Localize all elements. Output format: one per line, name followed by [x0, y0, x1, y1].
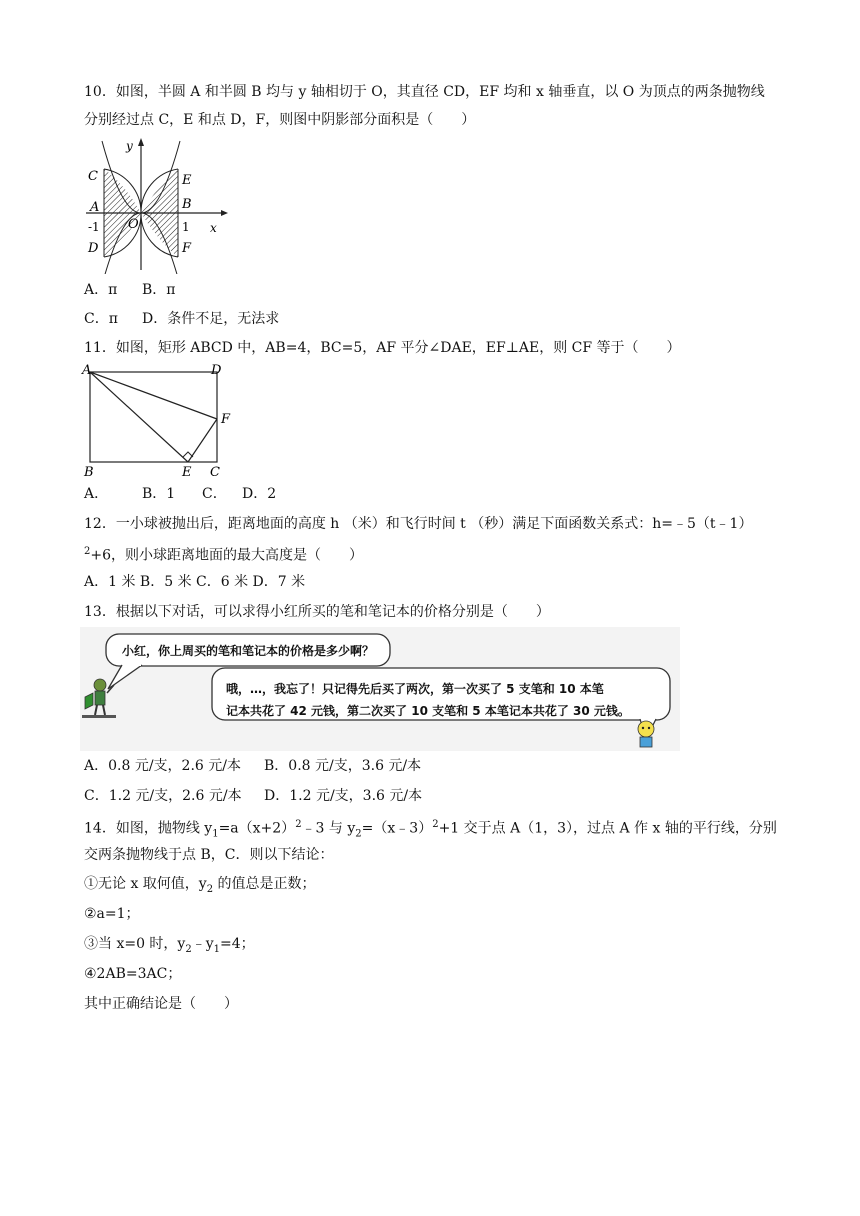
q12-options: A．1 米 B．5 米 C．6 米 D．7 米	[84, 574, 306, 590]
q14-line1	[84, 815, 777, 844]
q11-label-C: C	[210, 465, 220, 480]
q10-label-C: C	[88, 169, 98, 184]
q14-text-part1: 14．如图，抛物线 y	[84, 820, 213, 837]
q12-line2	[84, 542, 363, 566]
q10-options-row1	[84, 280, 176, 300]
q10-label-neg1: -1	[88, 220, 100, 234]
q11-label-E: E	[182, 465, 192, 480]
q14-text-part5: +1 交于点 A（1，3），过点 A 作 x 轴的平行线，分别	[438, 820, 777, 837]
q10-label-E: E	[182, 173, 192, 188]
q14-text-part3: ﹣3 与 y	[301, 820, 356, 837]
q10-label-O: O	[128, 217, 139, 232]
q10-option-c: C．π	[84, 311, 118, 327]
q14-sup1: 2	[295, 819, 302, 830]
q12-line1: 12．一小球被抛出后，距离地面的高度 h （米）和飞行时间 t （秒）满足下面函数关系式：h=﹣5（t﹣1）	[84, 516, 753, 532]
q10-option-d: D．条件不足，无法求	[142, 311, 280, 327]
q14-c3-sub2: 1	[213, 943, 221, 955]
q13-options-row1	[84, 756, 421, 776]
q14-conclusion-1	[84, 874, 316, 900]
q11-line1: 11．如图，矩形 ABCD 中，AB=4，BC=5，AF 平分∠DAE，EF⊥AE，则 CF 等于（ ）	[84, 340, 681, 356]
q10-label-D: D	[88, 241, 99, 256]
q14-c3-sub1: 2	[185, 943, 192, 955]
q13-bubble2-line2: 记本共花了 42 元钱，第二次买了 10 支笔和 5 本笔记本共花了 30 元钱。	[226, 704, 630, 718]
q14-c1-tail: 的值总是正数；	[213, 876, 316, 892]
q13-option-b: B．0.8 元/支，3.6 元/本	[264, 758, 422, 774]
q13-line1: 13．根据以下对话，可以求得小红所买的笔和笔记本的价格分别是（ ）	[84, 604, 550, 620]
q11-label-D: D	[211, 363, 222, 378]
q13-option-c: C．1.2 元/支，2.6 元/本	[84, 788, 242, 804]
q13-option-d: D．1.2 元/支，3.6 元/本	[264, 788, 423, 804]
q10-label-A: A	[90, 200, 100, 215]
q10-label-x: x	[210, 221, 217, 235]
q11-option-a: A．	[84, 486, 109, 502]
q12-exponent: 2	[84, 546, 91, 557]
q14-c3-mid: ﹣y	[191, 936, 214, 952]
q11-label-A: A	[82, 363, 92, 378]
q14-sub2: 2	[355, 828, 362, 840]
q10-label-B: B	[182, 197, 192, 212]
q11-label-B: B	[84, 465, 94, 480]
q13-bubble2-line1: 哦，…，我忘了！只记得先后买了两次，第一次买了 5 支笔和 10 本笔	[226, 682, 604, 696]
q11-option-c: C．	[202, 486, 227, 502]
q14-conclusion-3	[84, 934, 255, 960]
q10-line2: 分别经过点 C，E 和点 D，F，则图中阴影部分面积是（ ）	[84, 112, 476, 128]
q14-conclusion-2: ②a=1；	[84, 906, 140, 922]
q10-label-F: F	[182, 241, 192, 256]
q10-option-a: A．π	[84, 282, 118, 298]
q13-bubble1-text: 小红，你上周买的笔和笔记本的价格是多少啊？	[122, 644, 375, 658]
girl-figure-icon	[638, 721, 654, 747]
q13-options-row2	[84, 786, 422, 806]
q11-figure	[80, 362, 240, 480]
q14-c1-text: ①无论 x 取何值，y	[84, 876, 207, 892]
q10-label-1: 1	[182, 220, 190, 234]
q14-c3-text: ③当 x=0 时，y	[84, 936, 186, 952]
q11-option-d: D．2	[242, 486, 277, 502]
q11-option-b: B．1	[142, 486, 176, 502]
q14-text-part4: =（x﹣3）	[361, 820, 433, 837]
q10-label-y: y	[126, 139, 133, 153]
q10-options-row2	[84, 309, 279, 329]
q11-options	[84, 484, 276, 504]
q10-figure	[82, 136, 232, 274]
q14-sub1: 1	[212, 828, 219, 840]
q11-label-F: F	[221, 412, 231, 427]
q13-option-a: A．0.8 元/支，2.6 元/本	[84, 758, 241, 774]
q14-c3-tail: =4；	[220, 936, 255, 952]
q14-sup2: 2	[432, 819, 439, 830]
q10-line1: 10．如图，半圆 A 和半圆 B 均与 y 轴相切于 O，其直径 CD，EF 均和 x 轴垂直，以 O 为顶点的两条抛物线	[84, 84, 765, 100]
q10-option-b: B．π	[142, 282, 176, 298]
q12-line2-text: +6，则小球距离地面的最大高度是（ ）	[90, 547, 364, 564]
q14-conclusion-4: ④2AB=3AC；	[84, 966, 182, 982]
q14-line2: 交两条抛物线于点 B，C．则以下结论：	[84, 847, 334, 863]
q14-c1-sub: 2	[206, 883, 214, 895]
q14-last-line: 其中正确结论是（ ）	[84, 996, 238, 1012]
q14-text-part2: =a（x+2）	[218, 820, 296, 837]
